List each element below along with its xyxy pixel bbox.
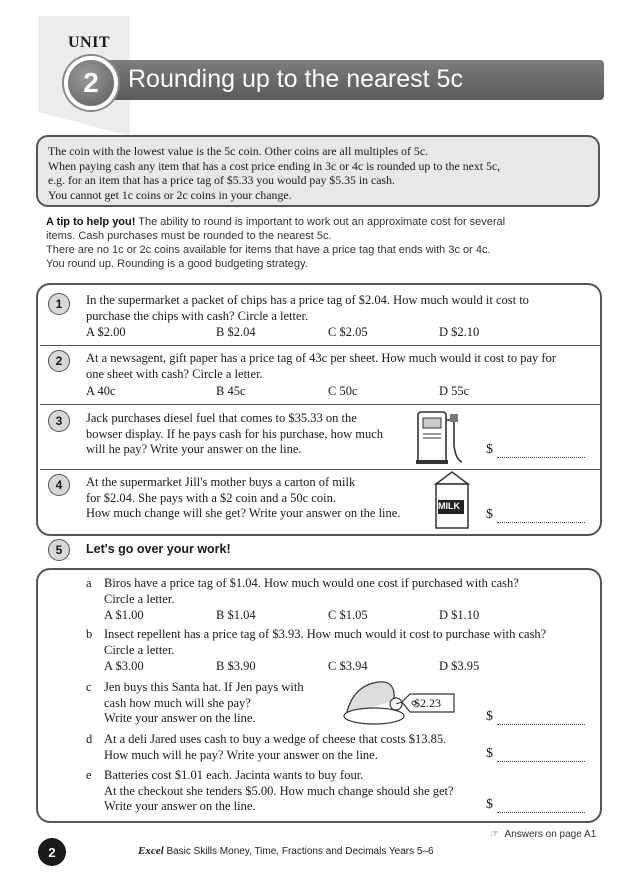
question-line: At a newsagent, gift paper has a price tag of 43c per sheet. How much would it cost to pay for — [86, 351, 556, 365]
item-letter-c: c — [86, 680, 92, 694]
page-title: Rounding up to the nearest 5c — [128, 65, 463, 93]
item-letter-a: a — [86, 576, 92, 590]
tip-text: The ability to round is important to work out an approximate cost for several — [138, 216, 506, 228]
footer-title-text: Basic Skills Money, Time, Fractions and Decimals Years 5–6 — [166, 846, 434, 857]
question-line: Insect repellent has a price tag of $3.93. How much would it cost to purchase with cash? — [104, 627, 547, 641]
item-d-text — [104, 732, 446, 763]
intro-line: You cannot get 1c coins or 2c coins in your change. — [48, 187, 292, 202]
item-a-text — [104, 576, 519, 607]
question-line: purchase the chips with cash? Circle a letter. — [86, 308, 309, 323]
answers-note — [490, 829, 596, 840]
question-line: Circle a letter. — [104, 642, 175, 657]
item-letter-b: b — [86, 627, 93, 641]
question-line: Write your answer on the line. — [104, 799, 256, 813]
option-b[interactable]: B $2.04 — [216, 325, 256, 339]
question-line: In the supermarket a packet of chips has a price tag of $2.04. How much would it cost to — [86, 293, 529, 307]
unit-label: UNIT — [68, 34, 111, 51]
question-line: How much will he pay? Write your answer on the line. — [104, 747, 378, 762]
question-line: cash how much will she pay? — [104, 695, 251, 710]
dollar-sign: $ — [486, 507, 493, 522]
option-c[interactable]: C $3.94 — [328, 659, 368, 673]
item-c-text — [104, 680, 304, 727]
option-a[interactable]: A $3.00 — [104, 659, 144, 673]
question-line: Circle a letter. — [104, 591, 175, 606]
question-line: At the checkout she tenders $5.00. How much change should she get? — [104, 783, 454, 798]
question-number-5: 5 — [48, 539, 70, 561]
question-1-text — [86, 293, 529, 324]
question-line: At the supermarket Jill's mother buys a carton of milk — [86, 475, 356, 489]
option-c[interactable]: C 50c — [328, 384, 358, 398]
unit-number-badge: 2 — [64, 56, 118, 110]
option-c[interactable]: C $1.05 — [328, 608, 368, 622]
option-b[interactable]: B $3.90 — [216, 659, 256, 673]
question-number-1: 1 — [48, 293, 70, 315]
milk-label: MILK — [438, 501, 460, 511]
divider — [40, 469, 602, 470]
tip-section — [46, 215, 606, 271]
option-b[interactable]: B 45c — [216, 384, 246, 398]
pointing-hand-icon: ☞ — [490, 829, 499, 840]
option-d[interactable]: D $1.10 — [439, 608, 480, 622]
item-e-text — [104, 768, 454, 815]
brand-logo: Excel — [138, 845, 164, 857]
tip-text: items. Cash purchases must be rounded to the nearest 5c. — [46, 230, 332, 242]
option-a[interactable]: A $2.00 — [86, 325, 126, 339]
question-line: Biros have a price tag of $1.04. How much would one cost if purchased with cash? — [104, 576, 519, 590]
answer-line-3[interactable] — [486, 442, 585, 458]
question-3-text — [86, 411, 383, 458]
answer-line-4[interactable] — [486, 507, 585, 523]
question-number-2: 2 — [48, 350, 70, 372]
question-line: Write your answer on the line. — [104, 711, 256, 725]
option-d[interactable]: D $2.10 — [439, 325, 480, 339]
option-a[interactable]: A $1.00 — [104, 608, 144, 622]
intro-box — [36, 135, 600, 207]
dollar-sign: $ — [486, 709, 493, 724]
question-line: for $2.04. She pays with a $2 coin and a 50c coin. — [86, 490, 336, 505]
question-line: one sheet with cash? Circle a letter. — [86, 366, 263, 381]
section-5-heading: Let's go over your work! — [86, 542, 231, 556]
option-d[interactable]: D $3.95 — [439, 659, 480, 673]
answers-note-text: Answers on page A1 — [504, 829, 597, 840]
intro-line: e.g. for an item that has a price tag of $5.33 you would pay $5.35 in cash. — [48, 173, 395, 187]
question-number-4: 4 — [48, 474, 70, 496]
item-letter-e: e — [86, 768, 92, 782]
answer-line-5c[interactable] — [486, 709, 585, 725]
page-number: 2 — [38, 838, 66, 866]
question-line: How much change will she get? Write your answer on the line. — [86, 506, 401, 520]
fuel-pump-icon — [414, 406, 466, 466]
question-line: Jen buys this Santa hat. If Jen pays with — [104, 680, 304, 694]
option-a[interactable]: A 40c — [86, 384, 116, 398]
question-line: will he pay? Write your answer on the line. — [86, 442, 302, 456]
tip-text: There are no 1c or 2c coins available for items that have a price tag that ends with 3c or 4c. — [46, 244, 491, 256]
question-line: bowser display. If he pays cash for his purchase, how much — [86, 426, 384, 441]
item-b-text — [104, 627, 546, 658]
divider — [40, 404, 602, 405]
dollar-sign: $ — [486, 797, 493, 812]
price-tag: $2.23 — [414, 696, 441, 710]
intro-line: When paying cash any item that has a cost price ending in 3c or 4c is rounded up to the next 5c, — [48, 158, 501, 173]
footer-title — [138, 845, 434, 857]
question-line: Batteries cost $1.01 each. Jacinta wants to buy four. — [104, 768, 364, 782]
question-line: Jack purchases diesel fuel that comes to $35.33 on the — [86, 411, 357, 425]
item-letter-d: d — [86, 732, 93, 746]
tip-text: You round up. Rounding is a good budgeting strategy. — [46, 258, 308, 270]
dollar-sign: $ — [486, 746, 493, 761]
question-4-text — [86, 475, 400, 522]
answer-line-5d[interactable] — [486, 746, 585, 762]
dollar-sign: $ — [486, 442, 493, 457]
tip-label: A tip to help you! — [46, 216, 136, 228]
answer-line-5e[interactable] — [486, 797, 585, 813]
intro-line: The coin with the lowest value is the 5c coin. Other coins are all multiples of 5c. — [48, 144, 429, 158]
question-2-text — [86, 351, 556, 382]
option-d[interactable]: D 55c — [439, 384, 470, 398]
option-b[interactable]: B $1.04 — [216, 608, 256, 622]
option-c[interactable]: C $2.05 — [328, 325, 368, 339]
question-number-3: 3 — [48, 410, 70, 432]
question-line: At a deli Jared uses cash to buy a wedge of cheese that costs $13.85. — [104, 732, 447, 746]
divider — [40, 345, 602, 346]
